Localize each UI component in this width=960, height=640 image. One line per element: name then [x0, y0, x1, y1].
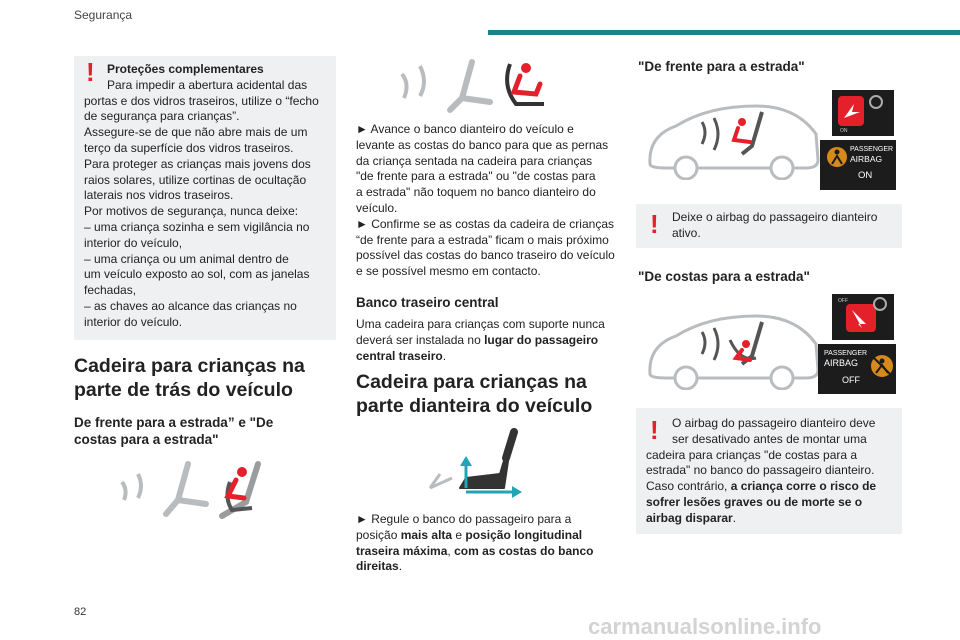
warning-line: Por motivos de segurança, nunca deixe: — [84, 204, 299, 219]
warning-line: interior do veículo. — [84, 314, 183, 329]
warning-line: Para impedir a abertura acidental das — [107, 77, 308, 92]
warning-line: interior do veículo, — [84, 235, 183, 250]
heading-rear-child-seat: Cadeira para crianças na parte de trás do veículo — [74, 355, 305, 401]
airbag-switch-rearward: OFF — [832, 294, 894, 340]
airbag-switch-forward — [832, 90, 894, 136]
warning-deactivate-text: O airbag do passageiro dianteiro deve ser desativado antes de montar uma cadeira para crianças "de costas para a estrada" no banco do passageiro dianteiro. Caso contrário, a criança corre o risco de sofrer lesões graves ou de morte se o airbag disparar. — [646, 416, 877, 525]
heading-rearward-facing: "De costas para a estrada" — [638, 269, 810, 284]
rear-seat-child-illustration — [118, 460, 278, 522]
airbag-indicator-off: PASSENGER AIRBAG OFF — [818, 344, 896, 394]
warning-exclamation-icon: ! — [650, 415, 659, 445]
subheading-forward-rearward: De frente para a estrada” e "De costas para a estrada" — [74, 415, 274, 447]
warning-line: – uma criança ou um animal dentro de — [84, 251, 289, 266]
warning-line: um veículo exposto ao sol, com as janelas — [84, 267, 310, 282]
watermark: carmanualsonline.info — [588, 614, 822, 639]
car-forward-facing-illustration — [646, 94, 822, 180]
warning-line: raios solares, utilize cortinas de ocultação — [84, 172, 307, 187]
svg-text:ON: ON — [840, 128, 848, 134]
warning-line: – as chaves ao alcance das crianças no — [84, 298, 297, 313]
warning-line: Assegure-se de que não abre mais de um — [84, 125, 308, 140]
warning-line: laterais nos vidros traseiros. — [84, 188, 234, 203]
warning-exclamation-icon: ! — [86, 57, 95, 87]
note-keep-airbag-text: Deixe o airbag do passageiro dianteiro ativo. — [672, 210, 878, 240]
warning-box-text — [84, 57, 334, 331]
header-accent-bar — [488, 30, 960, 35]
heading-forward-facing: "De frente para a estrada" — [638, 59, 805, 74]
passenger-seat-adjust-illustration — [426, 428, 526, 500]
warning-line: portas e dos vidros traseiros, utilize o “fecho — [84, 93, 319, 108]
airbag-off-icon — [870, 354, 894, 378]
heading-front-child-seat: Cadeira para crianças na parte dianteira do veículo — [356, 371, 593, 417]
front-seat-child-seat-illustration — [398, 58, 558, 118]
warning-line: de segurança para crianças”. — [84, 109, 240, 124]
warning-line: Para proteger as crianças mais jovens dos — [84, 156, 311, 171]
advance-seat-instructions: ► Avance o banco dianteiro do veículo e levante as costas do banco para que as pernas da criança sentada na cadeira para crianças "de frente para a estrada" ou "de costas para a estrada" não toquem no banco dianteiro do veículo. ► Confirme se as costas da cadeira de crianças “de frente para a estrada” ficam o mais próximo possível das costas do banco traseiro do veículo e se possível mesmo em contacto. — [356, 122, 615, 279]
central-rear-seat-text: Uma cadeira para crianças com suporte nunca deverá ser instalada no lugar do passageiro central traseiro. — [356, 317, 605, 363]
warning-line: terço da superfície dos vidros traseiros. — [84, 140, 294, 155]
airbag-indicator-on: PASSENGER AIRBAG ON — [820, 140, 896, 190]
warning-exclamation-icon: ! — [650, 209, 659, 239]
subheading-central-rear-seat: Banco traseiro central — [356, 295, 499, 310]
adjust-passenger-seat-text: ► Regule o banco do passageiro para a posição mais alta e posição longitudinal traseira máxima, com as costas do banco direitas. — [356, 512, 594, 574]
airbag-on-icon — [826, 146, 848, 168]
page-number: 82 — [74, 606, 87, 618]
warning-line: fechadas, — [84, 283, 137, 298]
section-title: Segurança — [74, 8, 133, 22]
warning-title: Proteções complementares — [107, 62, 264, 76]
car-rearward-facing-illustration — [646, 300, 822, 390]
warning-line: – uma criança sozinha e sem vigilância no — [84, 219, 310, 234]
